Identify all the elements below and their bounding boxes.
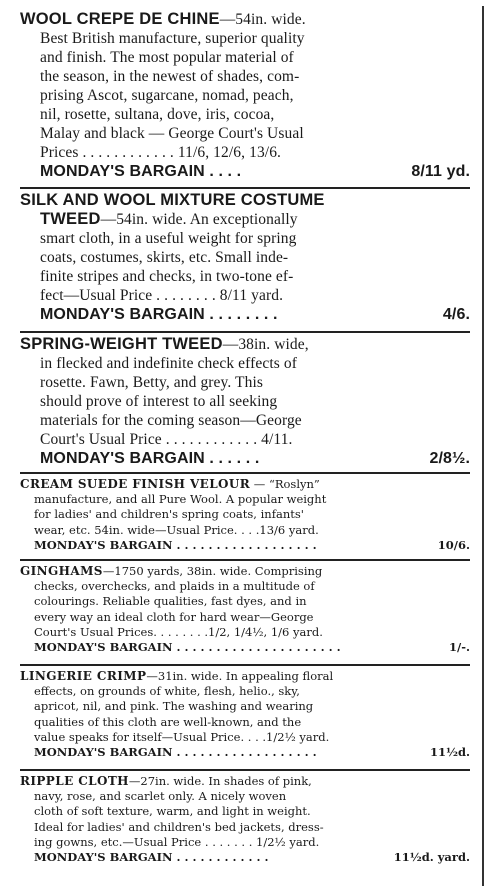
bargain-label: MONDAY'S BARGAIN . . . . . . . . . . . . . . . . . . bbox=[34, 745, 317, 760]
bargain-label: MONDAY'S BARGAIN . . . . . . . . . . . . bbox=[34, 850, 269, 865]
ad-text: —27in. wide. In shades of pink, bbox=[128, 774, 312, 788]
bargain-line bbox=[20, 538, 470, 553]
ad-headline bbox=[20, 191, 470, 210]
ad-text: —38in. wide, bbox=[222, 336, 309, 353]
ad-lingerie-crimp bbox=[20, 669, 470, 760]
ad-text-line: wear, etc. 54in. wide—Usual Price. . . .13/6 yard. bbox=[34, 522, 319, 537]
ad-title: WOOL CREPE DE CHINE bbox=[20, 10, 220, 28]
ad-title: SPRING-WEIGHT TWEED bbox=[20, 335, 223, 353]
ad-headline-cont bbox=[20, 210, 470, 229]
ad-text-line: colourings. Reliable qualities, fast dyes, and in bbox=[34, 594, 307, 609]
advertisement-column bbox=[6, 6, 484, 886]
ad-ripple-cloth bbox=[20, 774, 470, 865]
ad-text-line: Best British manufacture, superior quality bbox=[40, 30, 305, 47]
bargain-price: 11½d. bbox=[429, 745, 470, 760]
ad-text-line: materials for the coming season—George bbox=[40, 412, 302, 429]
ad-text-line: should prove of interest to all seeking bbox=[40, 393, 278, 410]
bargain-price: 4/6. bbox=[442, 306, 470, 323]
ad-text-line: rosette. Fawn, Betty, and grey. This bbox=[40, 374, 263, 391]
bargain-line bbox=[20, 745, 470, 760]
ad-text-line: nil, rosette, sultana, dove, iris, cocoa, bbox=[40, 106, 275, 123]
bargain-line bbox=[20, 640, 470, 655]
ad-text: —1750 yards, 38in. wide. Comprising bbox=[102, 564, 323, 578]
ad-text-line: and finish. The most popular material of bbox=[40, 49, 294, 66]
section-divider bbox=[20, 664, 470, 666]
ad-text: —54in. wide. An exceptionally bbox=[100, 211, 298, 228]
ad-headline bbox=[20, 564, 470, 579]
ad-text-line: qualities of this cloth are well-known, and the bbox=[34, 714, 302, 729]
ad-text-line: finite stripes and checks, in two-tone ef- bbox=[40, 268, 294, 285]
ad-text-line: prising Ascot, sugarcane, nomad, peach, bbox=[40, 87, 294, 104]
ad-headline bbox=[20, 335, 470, 354]
ad-text: — “Roslyn” bbox=[250, 477, 320, 491]
bargain-label: MONDAY'S BARGAIN . . . . bbox=[40, 163, 242, 180]
ad-title: CREAM SUEDE FINISH VELOUR bbox=[20, 477, 251, 491]
section-divider bbox=[20, 769, 470, 771]
ad-title: RIPPLE CLOTH bbox=[20, 774, 129, 788]
ad-text-line: manufacture, and all Pure Wool. A popular weight bbox=[34, 492, 327, 507]
ad-spring-weight-tweed bbox=[20, 335, 470, 468]
ad-title: TWEED bbox=[40, 210, 101, 228]
bargain-price: 8/11 yd. bbox=[411, 163, 470, 180]
ad-text-line: every way an ideal cloth for hard wear—George bbox=[34, 609, 314, 624]
ad-text-line: navy, rose, and scarlet only. A nicely woven bbox=[34, 789, 287, 804]
ad-title: LINGERIE CRIMP bbox=[20, 669, 147, 683]
bargain-line bbox=[20, 850, 470, 865]
bargain-price: 11½d. yard. bbox=[393, 850, 470, 865]
ad-ginghams bbox=[20, 564, 470, 655]
ad-text-line: in flecked and indefinite check effects of bbox=[40, 355, 297, 372]
ad-text-line: smart cloth, in a useful weight for spring bbox=[40, 230, 297, 247]
ad-text: —54in. wide. bbox=[219, 11, 306, 28]
ad-text-line: the season, in the newest of shades, com- bbox=[40, 68, 300, 85]
ad-text-line: Prices . . . . . . . . . . . . 11/6, 12/6, 13/6. bbox=[40, 144, 282, 161]
bargain-label: MONDAY'S BARGAIN . . . . . . . . . . . . . . . . . . bbox=[34, 537, 317, 552]
ad-headline bbox=[20, 477, 470, 492]
section-divider bbox=[20, 331, 470, 333]
ad-text-line: coats, costumes, skirts, etc. Small inde- bbox=[40, 249, 289, 266]
section-divider bbox=[20, 559, 470, 561]
ad-text-line: for ladies' and children's spring coats, infants' bbox=[34, 507, 304, 522]
ad-text-line: Malay and black — George Court's Usual bbox=[40, 125, 304, 142]
ad-headline bbox=[20, 774, 470, 789]
ad-headline bbox=[20, 669, 470, 684]
ad-text-line: effects, on grounds of white, flesh, helio., sky, bbox=[34, 684, 300, 699]
ad-text-line: checks, overchecks, and plaids in a multitude of bbox=[34, 579, 315, 594]
ad-text: —31in. wide. In appealing floral bbox=[146, 669, 334, 683]
bargain-line bbox=[20, 449, 470, 468]
bargain-label: MONDAY'S BARGAIN . . . . . . . . bbox=[40, 306, 278, 323]
ad-title: GINGHAMS bbox=[20, 564, 103, 578]
ad-text-line: value speaks for itself—Usual Price. . . .1/2½ yard. bbox=[34, 729, 330, 744]
section-divider bbox=[20, 187, 470, 189]
ad-text-line: apricot, nil, and pink. The washing and wearing bbox=[34, 699, 314, 714]
bargain-label: MONDAY'S BARGAIN . . . . . . . . . . . . . . . . . . . . . bbox=[34, 640, 341, 655]
bargain-label: MONDAY'S BARGAIN . . . . . . bbox=[40, 450, 260, 467]
ad-wool-crepe-de-chine bbox=[20, 10, 470, 181]
bargain-price: 2/8½. bbox=[429, 450, 470, 467]
column-rule bbox=[482, 6, 484, 886]
bargain-line bbox=[20, 305, 470, 324]
section-divider bbox=[20, 472, 470, 474]
ad-title: SILK AND WOOL MIXTURE COSTUME bbox=[20, 191, 325, 209]
ad-headline bbox=[20, 10, 470, 29]
ad-text-line: fect—Usual Price . . . . . . . . 8/11 yard. bbox=[40, 287, 284, 304]
ad-text-line: Court's Usual Price . . . . . . . . . . . . 4/11. bbox=[40, 431, 293, 448]
bargain-price: 10/6. bbox=[437, 537, 470, 552]
ad-silk-wool-tweed bbox=[20, 191, 470, 324]
ad-cream-suede-velour bbox=[20, 477, 470, 553]
ad-text-line: cloth of soft texture, warm, and light in weight. bbox=[34, 804, 311, 819]
ad-text-line: ing gowns, etc.—Usual Price . . . . . . . 1/2½ yard. bbox=[34, 834, 320, 849]
ad-text-line: Ideal for ladies' and children's bed jackets, dress- bbox=[34, 819, 324, 834]
bargain-price: 1/-. bbox=[449, 640, 470, 655]
ad-text-line: Court's Usual Prices. . . . . . . .1/2, 1/4½, 1/6 yard. bbox=[34, 624, 323, 639]
bargain-line bbox=[20, 162, 470, 181]
